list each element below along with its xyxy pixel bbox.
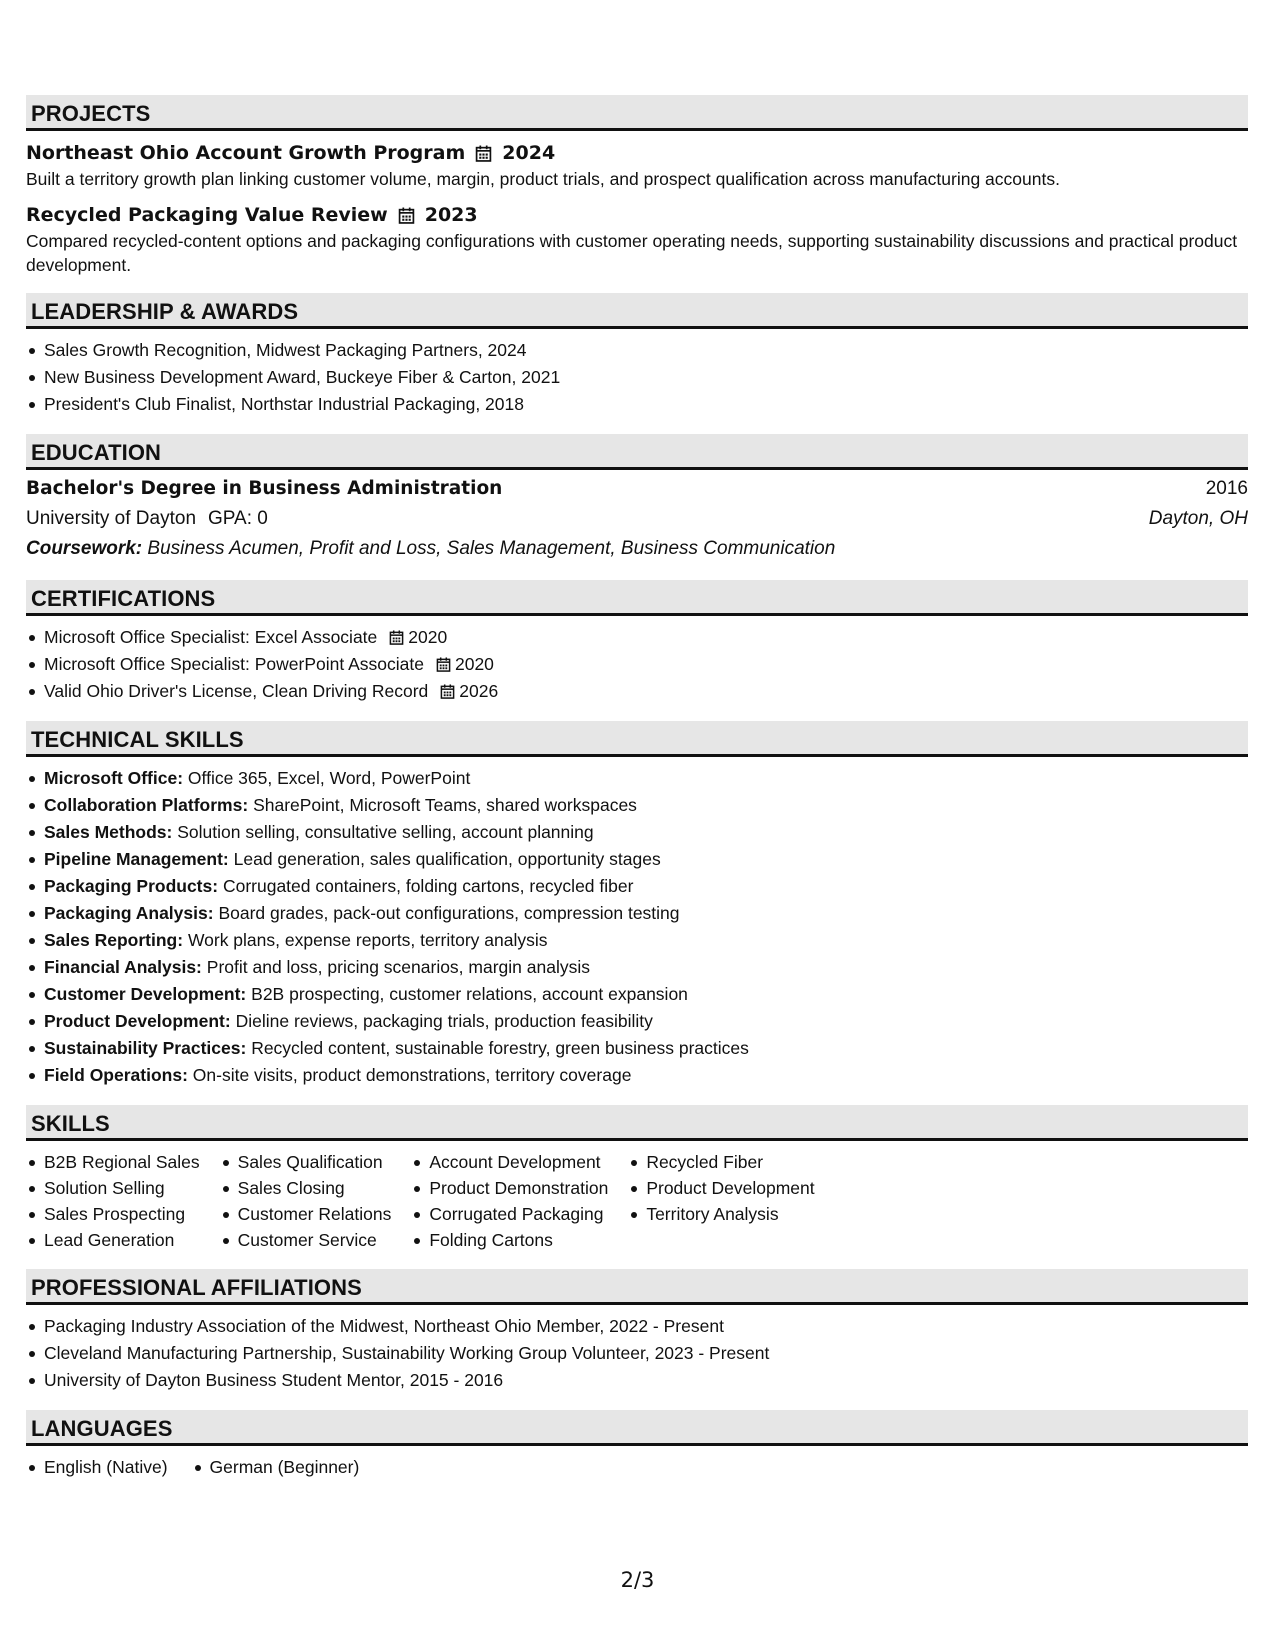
projects-section: [26, 95, 1248, 277]
project-year: 2023: [424, 204, 478, 226]
section-header-education: EDUCATION: [26, 434, 1248, 470]
technical-skill-item: [26, 927, 1248, 954]
certification-name: Valid Ohio Driver's License, Clean Driving Record: [44, 681, 429, 701]
calendar-icon: [398, 207, 415, 224]
project-title: Recycled Packaging Value Review: [26, 204, 388, 226]
technical-skill-label: Financial Analysis:: [44, 957, 202, 977]
certification-name: Microsoft Office Specialist: Excel Associate: [44, 627, 378, 647]
certification-year: 2020: [408, 627, 448, 647]
affiliation-item: University of Dayton Business Student Mentor, 2015 - 2016: [26, 1367, 1248, 1394]
section-header-certifications: CERTIFICATIONS: [26, 580, 1248, 616]
technical-skill-value: Solution selling, consultative selling, account planning: [177, 822, 594, 842]
section-header-skills: SKILLS: [26, 1105, 1248, 1141]
skills-column: [628, 1149, 814, 1253]
technical-skills-list: [26, 765, 1248, 1089]
technical-skill-value: Recycled content, sustainable forestry, green business practices: [251, 1038, 749, 1058]
skill-item: Product Development: [628, 1175, 814, 1201]
certification-item: [26, 678, 1248, 705]
technical-skill-value: Corrugated containers, folding cartons, recycled fiber: [222, 876, 634, 896]
skill-item: Corrugated Packaging: [411, 1201, 608, 1227]
technical-skill-item: [26, 900, 1248, 927]
skill-item: Sales Prospecting: [26, 1201, 200, 1227]
project-entry: [26, 201, 1248, 277]
technical-skill-value: On-site visits, product demonstrations, territory coverage: [192, 1065, 632, 1085]
technical-skill-label: Sales Methods:: [44, 822, 173, 842]
degree-title: Bachelor's Degree in Business Administration: [26, 478, 503, 499]
technical-skill-label: Field Operations:: [44, 1065, 188, 1085]
award-item: President's Club Finalist, Northstar Industrial Packaging, 2018: [26, 391, 1248, 418]
calendar-icon: [475, 145, 492, 162]
certification-item: [26, 651, 1248, 678]
skill-item: Folding Cartons: [411, 1227, 608, 1253]
coursework: [26, 534, 1248, 564]
skill-item: Sales Closing: [220, 1175, 392, 1201]
section-header-technical-skills: TECHNICAL SKILLS: [26, 721, 1248, 757]
affiliation-item: Cleveland Manufacturing Partnership, Sustainability Working Group Volunteer, 2023 - Present: [26, 1340, 1248, 1367]
technical-skills-section: [26, 721, 1248, 1089]
technical-skill-label: Microsoft Office:: [44, 768, 184, 788]
certification-name: Microsoft Office Specialist: PowerPoint Associate: [44, 654, 424, 674]
technical-skill-value: Lead generation, sales qualification, opportunity stages: [233, 849, 661, 869]
technical-skill-value: B2B prospecting, customer relations, account expansion: [251, 984, 688, 1004]
skill-item: Solution Selling: [26, 1175, 200, 1201]
technical-skill-item: [26, 1035, 1248, 1062]
technical-skill-item: [26, 1008, 1248, 1035]
technical-skill-label: Pipeline Management:: [44, 849, 229, 869]
calendar-icon: [436, 657, 451, 672]
technical-skill-item: [26, 819, 1248, 846]
technical-skill-label: Packaging Analysis:: [44, 903, 214, 923]
skills-column: [411, 1149, 608, 1253]
technical-skill-label: Product Development:: [44, 1011, 231, 1031]
skill-item: Product Demonstration: [411, 1175, 608, 1201]
languages-section: [26, 1410, 1248, 1481]
skills-grid: [26, 1149, 1248, 1253]
technical-skill-label: Sales Reporting:: [44, 930, 184, 950]
award-item: Sales Growth Recognition, Midwest Packaging Partners, 2024: [26, 337, 1248, 364]
section-header-affiliations: PROFESSIONAL AFFILIATIONS: [26, 1269, 1248, 1305]
technical-skill-item: [26, 1062, 1248, 1089]
technical-skill-value: Board grades, pack-out configurations, compression testing: [218, 903, 680, 923]
calendar-icon: [440, 684, 455, 699]
leadership-section: [26, 293, 1248, 418]
technical-skill-item: [26, 873, 1248, 900]
school-name: University of Dayton: [26, 508, 197, 529]
technical-skill-value: Dieline reviews, packaging trials, production feasibility: [235, 1011, 653, 1031]
language-item: English (Native): [26, 1454, 168, 1481]
technical-skill-item: [26, 981, 1248, 1008]
technical-skill-label: Customer Development:: [44, 984, 247, 1004]
language-item: German (Beginner): [192, 1454, 360, 1481]
certification-year: 2020: [454, 654, 494, 674]
certification-item: [26, 624, 1248, 651]
section-header-leadership: LEADERSHIP & AWARDS: [26, 293, 1248, 329]
technical-skill-item: [26, 846, 1248, 873]
project-year: 2024: [502, 142, 556, 164]
technical-skill-item: [26, 954, 1248, 981]
education-section: [26, 434, 1248, 564]
technical-skill-value: Work plans, expense reports, territory analysis: [187, 930, 548, 950]
technical-skill-item: [26, 765, 1248, 792]
project-description: Built a territory growth plan linking customer volume, margin, product trials, and prospect qualification across manufacturing accounts.: [26, 169, 1060, 189]
section-header-languages: LANGUAGES: [26, 1410, 1248, 1446]
page-number: 2/3: [620, 1568, 655, 1592]
project-entry: [26, 139, 1248, 191]
graduation-year: 2016: [1205, 478, 1248, 499]
technical-skill-label: Collaboration Platforms:: [44, 795, 249, 815]
technical-skill-value: Profit and loss, pricing scenarios, margin analysis: [206, 957, 590, 977]
skills-section: [26, 1105, 1248, 1253]
coursework-label: Coursework:: [26, 538, 143, 559]
skill-item: Account Development: [411, 1149, 608, 1175]
gpa: GPA: 0: [208, 508, 268, 529]
skills-column: [220, 1149, 392, 1253]
skill-item: Sales Qualification: [220, 1149, 392, 1175]
certifications-section: [26, 580, 1248, 705]
skills-column: [26, 1149, 200, 1253]
skill-item: Recycled Fiber: [628, 1149, 814, 1175]
coursework-list: Business Acumen, Profit and Loss, Sales Management, Business Communication: [147, 538, 836, 559]
technical-skill-label: Sustainability Practices:: [44, 1038, 247, 1058]
technical-skill-item: [26, 792, 1248, 819]
affiliations-section: [26, 1269, 1248, 1394]
award-item: New Business Development Award, Buckeye Fiber & Carton, 2021: [26, 364, 1248, 391]
project-title: Northeast Ohio Account Growth Program: [26, 142, 466, 164]
skill-item: Lead Generation: [26, 1227, 200, 1253]
project-description: Compared recycled-content options and packaging configurations with customer operating needs, supporting sustainability discussions and practical product development.: [26, 231, 1238, 275]
section-header-projects: PROJECTS: [26, 95, 1248, 131]
skill-item: Customer Relations: [220, 1201, 392, 1227]
affiliation-item: Packaging Industry Association of the Midwest, Northeast Ohio Member, 2022 - Present: [26, 1313, 1248, 1340]
skill-item: B2B Regional Sales: [26, 1149, 200, 1175]
calendar-icon: [389, 630, 404, 645]
technical-skill-label: Packaging Products:: [44, 876, 219, 896]
skill-item: Customer Service: [220, 1227, 392, 1253]
technical-skill-value: Office 365, Excel, Word, PowerPoint: [187, 768, 471, 788]
skill-item: Territory Analysis: [628, 1201, 814, 1227]
resume-page: [26, 95, 1248, 1497]
technical-skill-value: SharePoint, Microsoft Teams, shared workspaces: [253, 795, 637, 815]
school-location: Dayton, OH: [1148, 508, 1248, 529]
certification-year: 2026: [459, 681, 499, 701]
